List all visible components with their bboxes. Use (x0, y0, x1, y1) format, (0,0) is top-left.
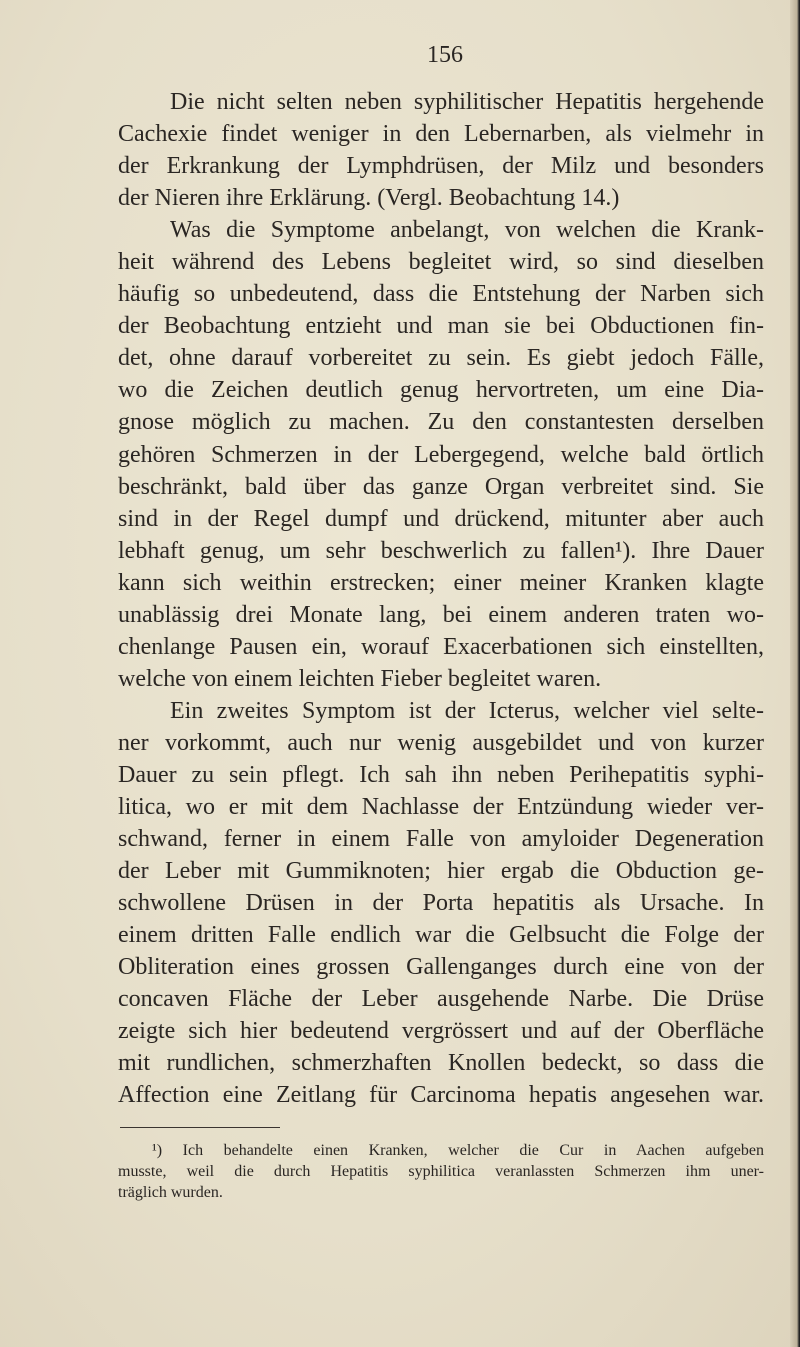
text-line: Affection eine Zeitlang für Carcinoma hepatis angesehen war. (118, 1082, 764, 1109)
text-line: der Leber mit Gummiknoten; hier ergab die Obduction ge- (118, 858, 764, 885)
text-line: mit rundlichen, schmerzhaften Knollen bedeckt, so dass die (118, 1050, 764, 1077)
text-line: schwollene Drüsen in der Porta hepatitis als Ursache. In (118, 890, 764, 917)
text-line: litica, wo er mit dem Nachlasse der Entzündung wieder ver- (118, 794, 764, 821)
text-line: chenlange Pausen ein, worauf Exacerbationen sich einstellten, (118, 633, 764, 660)
text-line: zeigte sich hier bedeutend vergrössert und auf der Oberfläche (118, 1018, 764, 1045)
text-line: Cachexie findet weniger in den Lebernarben, als vielmehr in (118, 121, 764, 148)
footnote-line: träglich wurden. (118, 1184, 223, 1201)
text-line: lebhaft genug, um sehr beschwerlich zu fallen¹). Ihre Dauer (118, 537, 764, 564)
text-line: Die nicht selten neben syphilitischer Hepatitis hergehende (170, 89, 764, 115)
text-line: wo die Zeichen deutlich genug hervortreten, um eine Dia- (118, 377, 764, 404)
text-line: unablässig drei Monate lang, bei einem anderen traten wo- (118, 601, 764, 628)
page-edge (790, 0, 800, 1347)
text-line: ner vorkommt, auch nur wenig ausgebildet und von kurzer (118, 729, 764, 756)
text-line: welche von einem leichten Fieber begleitet waren. (118, 665, 602, 692)
text-line: gnose möglich zu machen. Zu den constantesten derselben (118, 409, 764, 436)
text-line: heit während des Lebens begleitet wird, so sind dieselben (118, 249, 764, 276)
text-line: Dauer zu sein pflegt. Ich sah ihn neben Perihepatitis syphi- (118, 761, 764, 788)
text-line: der Erkrankung der Lymphdrüsen, der Milz und besonders (118, 153, 764, 180)
footnote-line: ¹) Ich behandelte einen Kranken, welcher die Cur in Aachen aufgeben (152, 1142, 764, 1159)
footnote-divider (120, 1127, 280, 1128)
body-text (118, 86, 764, 1112)
text-line: der Nieren ihre Erklärung. (Vergl. Beobachtung 14.) (118, 185, 620, 212)
footnote (118, 1140, 764, 1203)
text-line: gehören Schmerzen in der Lebergegend, welche bald örtlich (118, 441, 764, 468)
text-line: kann sich weithin erstrecken; einer meiner Kranken klagte (118, 569, 764, 596)
text-line: Obliteration eines grossen Gallenganges durch eine von der (118, 954, 764, 981)
text-line: häufig so unbedeutend, dass die Entstehung der Narben sich (118, 281, 764, 308)
text-line: beschränkt, bald über das ganze Organ verbreitet sind. Sie (118, 473, 764, 500)
footnote-line: musste, weil die durch Hepatitis syphilitica veranlassten Schmerzen ihm uner- (118, 1163, 764, 1180)
page-number: 156 (427, 42, 463, 68)
text-line: det, ohne darauf vorbereitet zu sein. Es giebt jedoch Fälle, (118, 345, 764, 372)
text-line: schwand, ferner in einem Falle von amyloider Degeneration (118, 826, 764, 853)
text-line: sind in der Regel dumpf und drückend, mitunter aber auch (118, 505, 764, 532)
text-line: Was die Symptome anbelangt, von welchen die Krank- (170, 217, 764, 244)
text-line: der Beobachtung entzieht und man sie bei Obductionen fin- (118, 313, 764, 340)
text-line: Ein zweites Symptom ist der Icterus, welcher viel selte- (170, 697, 764, 724)
text-line: einem dritten Falle endlich war die Gelbsucht die Folge der (118, 922, 764, 949)
text-line: concaven Fläche der Leber ausgehende Narbe. Die Drüse (118, 986, 764, 1013)
